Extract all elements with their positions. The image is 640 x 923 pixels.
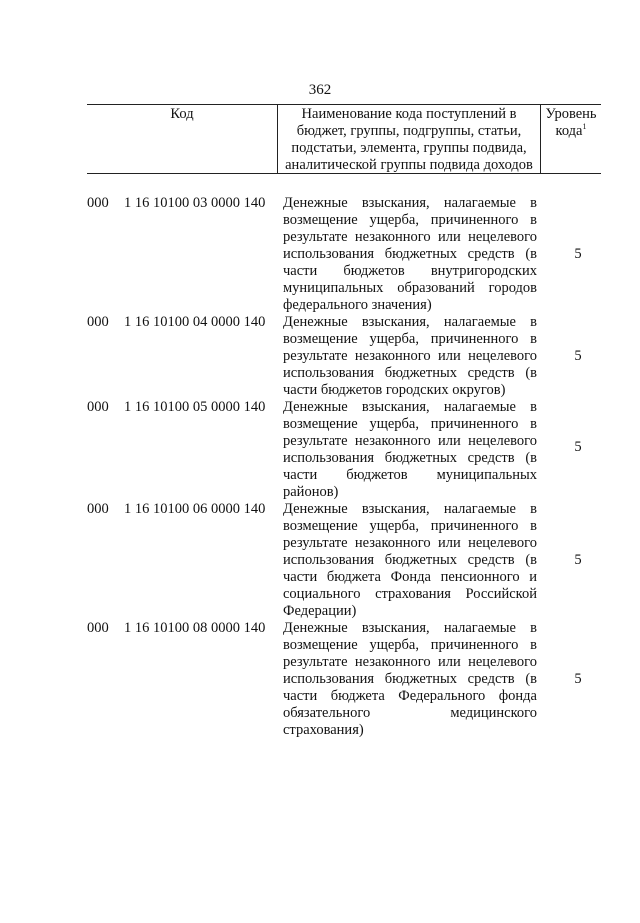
revenue-code: 1 16 10100 08 0000 140 <box>124 620 266 636</box>
admin-code: 000 <box>87 501 109 517</box>
page-number: 362 <box>308 82 332 98</box>
header-level-word: кода <box>555 123 583 139</box>
revenue-name: Денежные взыскания, налагаемые в возмещение ущерба, причиненного в результате незаконного или нецелевого использования бюджетных средств (в части бюджета Федерального фонда обязательного медицинского страхования) <box>283 620 537 738</box>
header-level <box>541 105 601 173</box>
table-header <box>87 104 601 174</box>
revenue-code: 1 16 10100 04 0000 140 <box>124 314 266 330</box>
code-level: 5 <box>574 348 582 364</box>
header-name-line: подстатьи, элемента, группы подвида, <box>291 140 527 156</box>
revenue-code: 1 16 10100 05 0000 140 <box>124 399 266 415</box>
revenue-name: Денежные взыскания, налагаемые в возмещение ущерба, причиненного в результате незаконного или нецелевого использования бюджетных средств (в части бюджетов внутригородских муниципальных образований городов федерального значения) <box>283 195 537 313</box>
revenue-code: 1 16 10100 03 0000 140 <box>124 195 266 211</box>
header-name-line: Наименование кода поступлений в <box>301 106 517 122</box>
code-level: 5 <box>574 246 582 262</box>
code-level: 5 <box>574 671 582 687</box>
header-level-line1: Уровень <box>545 106 597 122</box>
header-level-line2 <box>541 123 601 140</box>
header-code: Код <box>87 105 278 173</box>
revenue-name: Денежные взыскания, налагаемые в возмещение ущерба, причиненного в результате незаконного или нецелевого использования бюджетных средств (в части бюджетов муниципальных районов) <box>283 399 537 500</box>
header-name-line: аналитической группы подвида доходов <box>285 157 533 173</box>
code-level: 5 <box>574 552 582 568</box>
revenue-name: Денежные взыскания, налагаемые в возмещение ущерба, причиненного в результате незаконного или нецелевого использования бюджетных средств (в части бюджета Фонда пенсионного и социального страхования Российской Федерации) <box>283 501 537 619</box>
admin-code: 000 <box>87 314 109 330</box>
revenue-code: 1 16 10100 06 0000 140 <box>124 501 266 517</box>
admin-code: 000 <box>87 195 109 211</box>
header-name <box>278 105 541 173</box>
code-level: 5 <box>574 439 582 455</box>
header-name-line: бюджет, группы, подгруппы, статьи, <box>296 123 522 139</box>
revenue-name: Денежные взыскания, налагаемые в возмещение ущерба, причиненного в результате незаконного или нецелевого использования бюджетных средств (в части бюджетов городских округов) <box>283 314 537 398</box>
admin-code: 000 <box>87 620 109 636</box>
admin-code: 000 <box>87 399 109 415</box>
footnote-marker: 1 <box>582 122 587 132</box>
